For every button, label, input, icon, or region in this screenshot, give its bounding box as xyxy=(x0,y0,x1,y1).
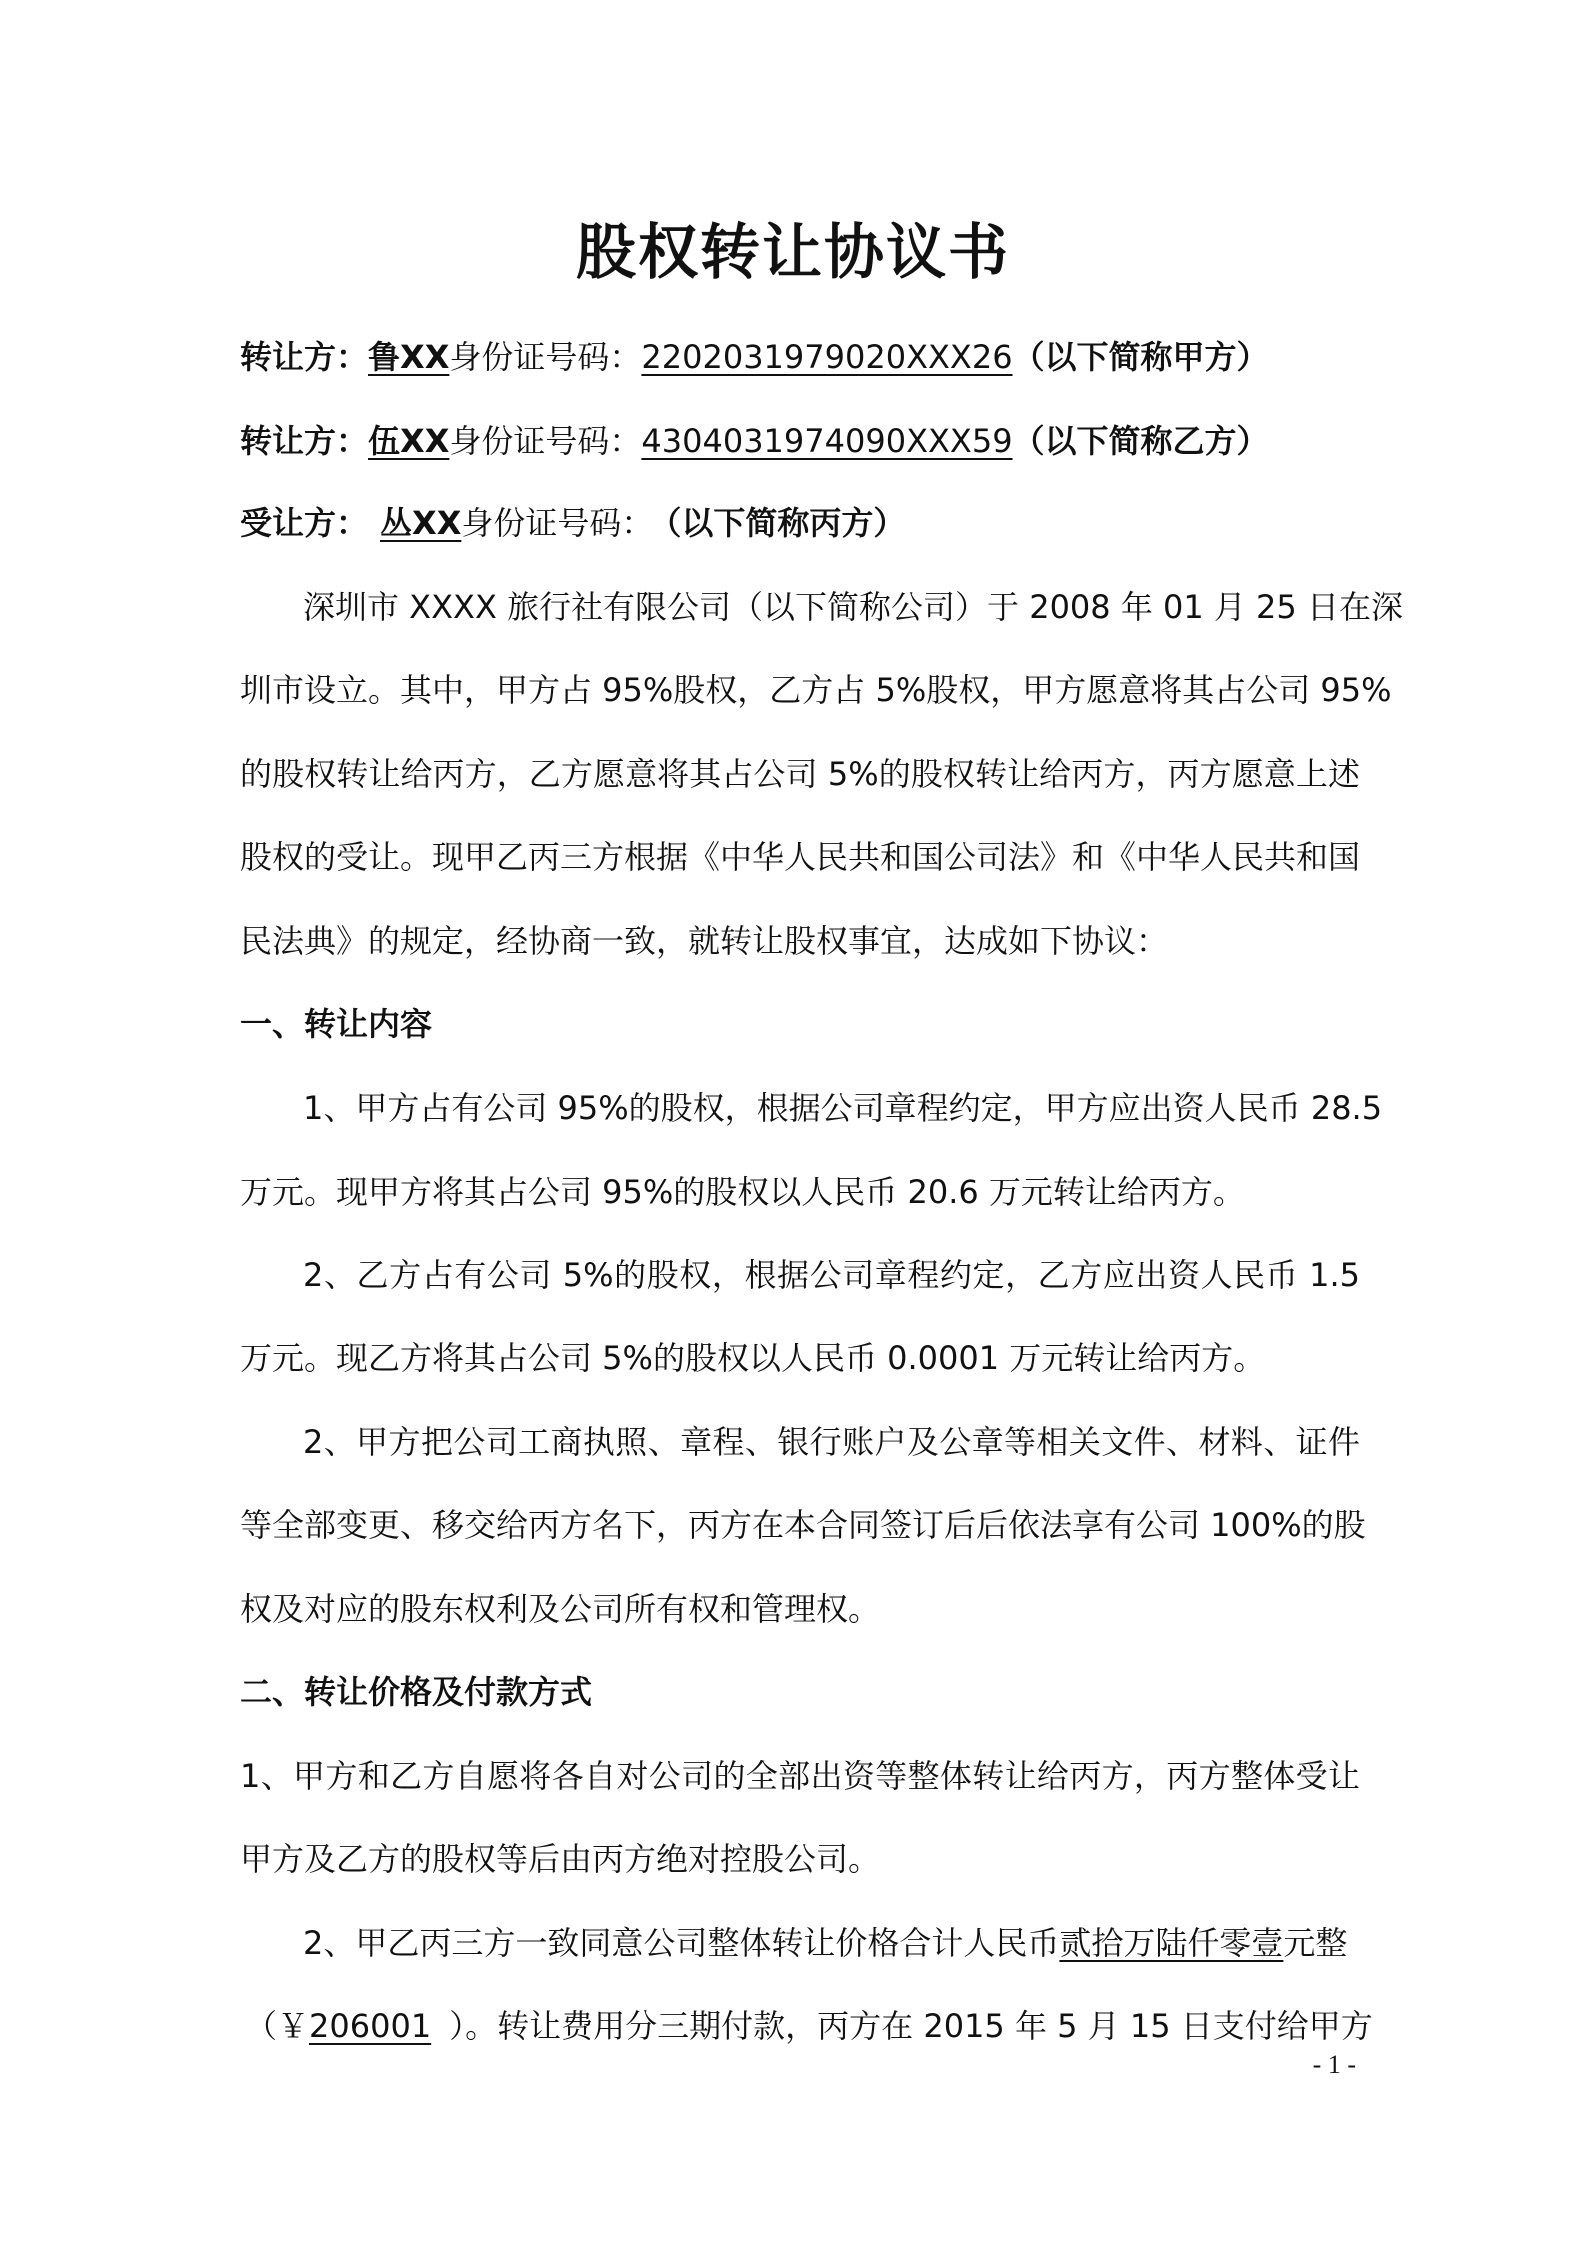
party-alias: （以下简称乙方） xyxy=(1012,422,1269,460)
clause-line: 等全部变更、移交给丙方名下，丙方在本合同签订后后依法享有公司 100%的股 xyxy=(240,1506,1366,1544)
page-number: - 1 - xyxy=(1312,2050,1356,2079)
intro-line: 深圳市 XXXX 旅行社有限公司（以下简称公司）于 2008 年 01 月 25 日在深 xyxy=(303,588,1403,626)
section-heading: 二、转让价格及付款方式 xyxy=(240,1673,593,1711)
clause-text: （￥ xyxy=(245,2007,310,2045)
id-number: 4304031974090XXX59 xyxy=(641,422,1013,460)
clause-line: 1、甲方和乙方自愿将各自对公司的全部出资等整体转让给丙方，丙方整体受让 xyxy=(240,1757,1360,1795)
clause-line: 万元。现甲方将其占公司 95%的股权以人民币 20.6 万元转让给丙方。 xyxy=(240,1173,1245,1211)
clause-line: 权及对应的股东权利及公司所有权和管理权。 xyxy=(240,1590,881,1628)
party-name: 伍XX xyxy=(368,422,450,460)
clause-line: 1、甲方占有公司 95%的股权，根据公司章程约定，甲方应出资人民币 28.5 xyxy=(303,1089,1383,1127)
intro-line: 圳市设立。其中，甲方占 95%股权，乙方占 5%股权，甲方愿意将其占公司 95% xyxy=(240,671,1392,709)
amount-in-words: 贰拾万陆仟零壹 xyxy=(1059,1924,1284,1962)
party-line-a xyxy=(240,335,1360,379)
intro-line: 民法典》的规定，经协商一致，就转让股权事宜，达成如下协议： xyxy=(240,922,1169,960)
clause-line xyxy=(303,1921,1360,1965)
party-role: 受让方： xyxy=(240,504,369,542)
clause-line: 万元。现乙方将其占公司 5%的股权以人民币 0.0001 万元转让给丙方。 xyxy=(240,1339,1266,1377)
document-title: 股权转让协议书 xyxy=(576,218,1010,288)
id-label: 身份证号码： xyxy=(461,504,654,542)
intro-line: 的股权转让给丙方，乙方愿意将其占公司 5%的股权转让给丙方，丙方愿意上述 xyxy=(240,755,1360,793)
clause-text: 2、甲乙丙三方一致同意公司整体转让价格合计人民币 xyxy=(303,1924,1060,1962)
party-name: 丛XX xyxy=(380,504,462,542)
party-role: 转让方： xyxy=(240,338,369,376)
clause-text: ）。转让费用分三期付款，丙方在 2015 年 5 月 15 日支付给甲方 xyxy=(449,2007,1373,2045)
clause-line: 2、甲方把公司工商执照、章程、银行账户及公章等相关文件、材料、证件 xyxy=(303,1423,1360,1461)
intro-line: 股权的受让。现甲乙丙三方根据《中华人民共和国公司法》和《中华人民共和国 xyxy=(240,838,1361,876)
party-line-b xyxy=(240,419,1360,463)
party-name: 鲁XX xyxy=(368,338,450,376)
id-number: 2202031979020XXX26 xyxy=(641,338,1013,376)
clause-text: 元整 xyxy=(1283,1924,1348,1962)
party-role: 转让方： xyxy=(240,422,369,460)
clause-line xyxy=(245,2004,1373,2048)
party-alias: （以下简称丙方） xyxy=(665,504,906,542)
clause-line: 2、乙方占有公司 5%的股权，根据公司章程约定，乙方应出资人民币 1.5 xyxy=(303,1256,1360,1294)
party-line-c xyxy=(240,501,1360,545)
id-label: 身份证号码： xyxy=(449,422,642,460)
party-alias: （以下简称甲方） xyxy=(1012,338,1269,376)
id-label: 身份证号码： xyxy=(449,338,642,376)
clause-line: 甲方及乙方的股权等后由丙方绝对控股公司。 xyxy=(240,1840,881,1878)
amount-in-figures: 206001 xyxy=(309,2007,432,2045)
section-heading: 一、转让内容 xyxy=(240,1005,433,1043)
